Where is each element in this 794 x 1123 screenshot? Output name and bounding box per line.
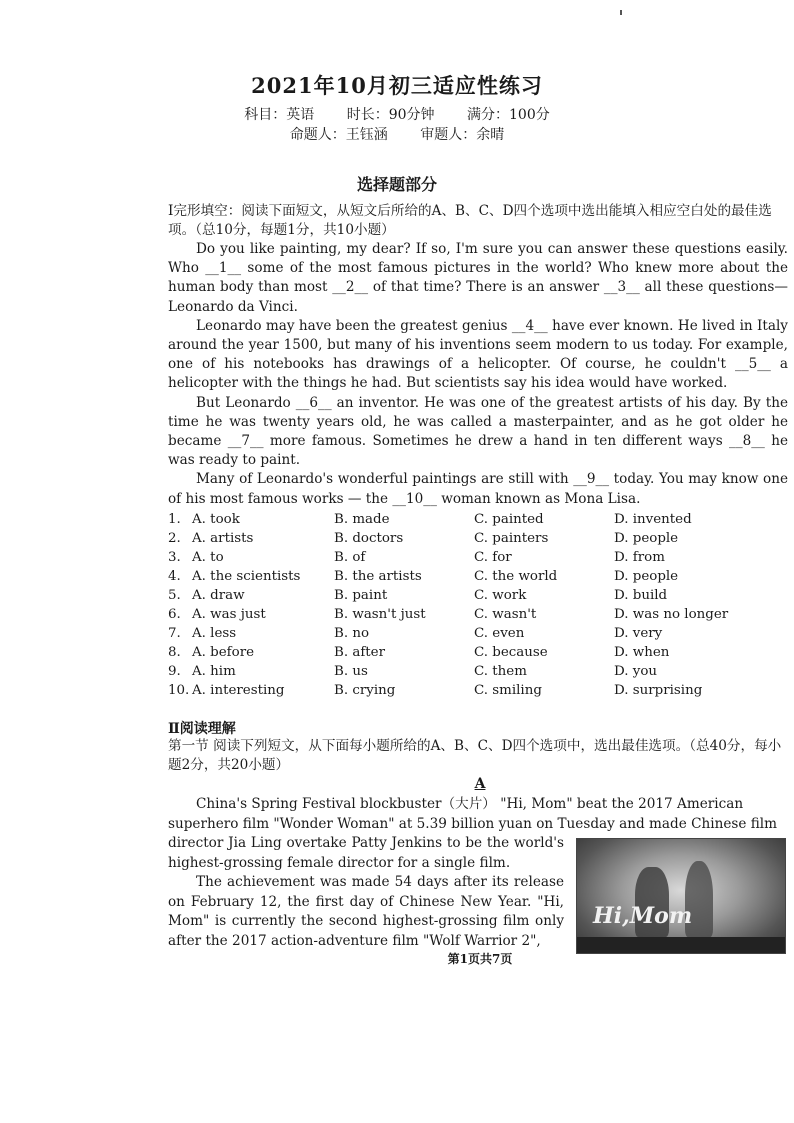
passage-label-text: A	[474, 776, 486, 792]
option-a: A. draw	[192, 588, 245, 603]
option-row	[168, 567, 788, 586]
option-a: A. less	[192, 626, 237, 641]
option-a: A. the scientists	[192, 569, 301, 584]
option-row	[168, 681, 788, 700]
option-d: D. when	[614, 645, 670, 660]
option-a: A. interesting	[192, 683, 285, 698]
option-number: 6.	[168, 607, 181, 622]
reading-instruction: 第一节 阅读下列短文，从下面每小题所给的A、B、C、D四个选项中，选出最佳选项。（总40分，每小题2分，共20小题）	[168, 738, 782, 773]
option-b: B. made	[334, 512, 390, 527]
cloze-passage	[168, 240, 788, 509]
option-a: A. took	[192, 512, 240, 527]
option-number: 7.	[168, 626, 181, 641]
option-number: 10.	[168, 683, 190, 698]
option-c: C. for	[474, 550, 512, 565]
option-row	[168, 605, 788, 624]
option-number: 2.	[168, 531, 181, 546]
option-c: C. work	[474, 588, 527, 603]
cloze-paragraph: Leonardo may have been the greatest genius __4__ have ever known. He lived in Italy around the year 1500, but many of his inventions seem modern to us today. For example, one of his notebooks has drawings of a helicopter. Of course, he couldn't __5__ a helicopter with the things he had. But scientists say his idea would have worked.	[168, 317, 788, 392]
option-c: C. painters	[474, 531, 549, 546]
poster-logo: Hi,Mom	[593, 903, 693, 929]
option-number: 5.	[168, 588, 181, 603]
option-row	[168, 586, 788, 605]
option-a: A. to	[192, 550, 224, 565]
option-b: B. after	[334, 645, 385, 660]
option-b: B. no	[334, 626, 370, 641]
duration-label: 时长：90分钟	[346, 107, 435, 123]
option-a: A. before	[192, 645, 255, 660]
option-number: 9.	[168, 664, 181, 679]
cloze-options	[168, 510, 788, 700]
option-c: C. them	[474, 664, 527, 679]
option-d: D. from	[614, 550, 665, 565]
cloze-paragraph: Do you like painting, my dear? If so, I'm sure you can answer these questions easily. Who __1__ some of the most famous pictures in the world? Who knew more about the human body than most __2__ of that time? There is an answer __3__ all these questions—Leonardo da Vinci.	[168, 241, 788, 315]
option-b: B. the artists	[334, 569, 422, 584]
passage-a-paragraph: The achievement was made 54 days after its release on February 12, the first day of Chinese New Year. "Hi, Mom" is currently the second highest-grossing film only after the 2017 action-adventure film "Wolf Warrior 2",	[168, 874, 564, 949]
option-number: 4.	[168, 569, 181, 584]
option-c: C. even	[474, 626, 525, 641]
cloze-paragraph: But Leonardo __6__ an inventor. He was one of the greatest artists of his day. By the time he was twenty years old, he was called a masterpainter, and as he got older he became __7__ more famous. Sometimes he drew a hand in ten different ways __8__ he was ready to paint.	[168, 394, 788, 469]
option-b: B. us	[334, 664, 368, 679]
passage-a-body	[168, 834, 564, 951]
passage-a-paragraph: China's Spring Festival blockbuster（大片） "Hi, Mom" beat the 2017 American superhero film "Wonder Woman" at 5.39 billion yuan on Tuesday and made Chinese film	[168, 796, 778, 832]
reading-section-title: Ⅱ阅读理解	[168, 721, 236, 737]
full-score-label: 满分：100分	[467, 107, 550, 123]
option-number: 3.	[168, 550, 181, 565]
option-b: B. doctors	[334, 531, 404, 546]
option-c: C. wasn't	[474, 607, 537, 622]
option-b: B. of	[334, 550, 366, 565]
option-row	[168, 643, 788, 662]
option-d: D. invented	[614, 512, 692, 527]
section-heading: 选择题部分	[356, 175, 437, 194]
subject-label: 科目：英语	[244, 107, 315, 123]
option-row	[168, 548, 788, 567]
option-d: D. very	[614, 626, 663, 641]
option-b: B. wasn't just	[334, 607, 426, 622]
film-poster-image	[576, 838, 786, 954]
exam-meta-line1	[0, 104, 794, 124]
exam-title: 2021年10月初三适应性练习	[251, 73, 543, 98]
option-number: 1.	[168, 512, 181, 527]
option-c: C. painted	[474, 512, 544, 527]
option-c: C. the world	[474, 569, 558, 584]
option-row	[168, 510, 788, 529]
option-d: D. was no longer	[614, 607, 729, 622]
option-d: D. people	[614, 569, 679, 584]
option-row	[168, 624, 788, 643]
option-d: D. build	[614, 588, 668, 603]
cloze-paragraph: Many of Leonardo's wonderful paintings are still with __9__ today. You may know one of his most famous works — the __10__ woman known as Mona Lisa.	[168, 471, 788, 507]
passage-a-intro	[168, 795, 778, 834]
option-row	[168, 529, 788, 548]
option-b: B. paint	[334, 588, 388, 603]
option-c: C. because	[474, 645, 548, 660]
cloze-instruction: Ⅰ完形填空：阅读下面短文，从短文后所给的A、B、C、D四个选项中选出能填入相应空白处的最佳选项。（总10分，每题1分，共10小题）	[168, 203, 772, 239]
option-d: D. you	[614, 664, 658, 679]
scan-mark	[620, 10, 622, 15]
passage-a-paragraph: director Jia Ling overtake Patty Jenkins to be the world's highest-grossing female director for a single film.	[168, 835, 564, 871]
option-d: D. people	[614, 531, 679, 546]
option-number: 8.	[168, 645, 181, 660]
option-d: D. surprising	[614, 683, 703, 698]
option-row	[168, 662, 788, 681]
page-number: 第1页共7页	[447, 952, 513, 966]
option-a: A. was just	[192, 607, 266, 622]
exam-meta-line2	[0, 124, 794, 144]
reviewer-label: 审题人：余晴	[420, 127, 505, 143]
option-c: C. smiling	[474, 683, 542, 698]
passage-label	[0, 776, 794, 792]
option-a: A. him	[192, 664, 236, 679]
option-b: B. crying	[334, 683, 396, 698]
option-a: A. artists	[192, 531, 254, 546]
setter-label: 命题人：王钰涵	[289, 127, 388, 143]
